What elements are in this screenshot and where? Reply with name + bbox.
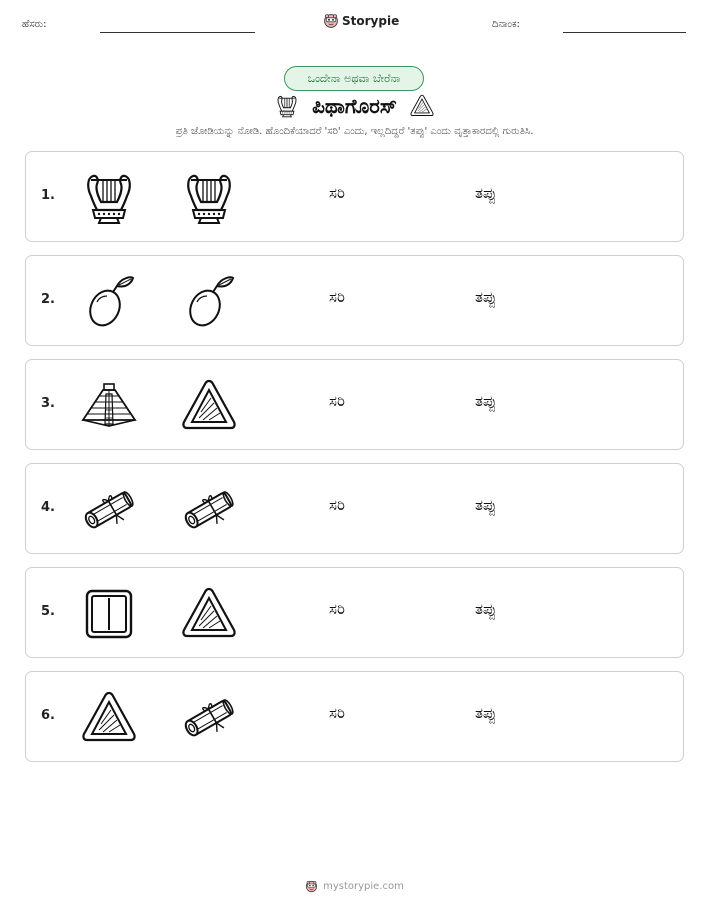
question-number: 4. bbox=[41, 500, 55, 515]
option-correct[interactable]: ಸರಿ bbox=[329, 600, 345, 618]
option-correct[interactable]: ಸರಿ bbox=[329, 496, 345, 514]
question-card bbox=[25, 567, 684, 658]
footer bbox=[0, 880, 709, 893]
option-correct[interactable]: ಸರಿ bbox=[329, 704, 345, 722]
option-wrong[interactable]: ತಪ್ಪು bbox=[475, 392, 497, 410]
question-card bbox=[25, 359, 684, 450]
lyre-icon bbox=[179, 168, 239, 228]
triangle-icon bbox=[409, 93, 435, 119]
option-wrong[interactable]: ತಪ್ಪು bbox=[475, 600, 497, 618]
question-card bbox=[25, 255, 684, 346]
storypie-mascot-icon bbox=[305, 880, 318, 893]
date-field-line[interactable] bbox=[563, 32, 686, 33]
option-wrong[interactable]: ತಪ್ಪು bbox=[475, 288, 497, 306]
date-label: ದಿನಾಂಕ: bbox=[492, 19, 520, 30]
question-number: 3. bbox=[41, 396, 55, 411]
activity-type-badge bbox=[284, 66, 424, 91]
triangle-icon bbox=[179, 376, 239, 436]
question-card bbox=[25, 151, 684, 242]
question-number: 5. bbox=[41, 604, 55, 619]
footer-url: mystorypie.com bbox=[323, 881, 404, 892]
option-correct[interactable]: ಸರಿ bbox=[329, 392, 345, 410]
instructions: ಪ್ರತಿ ಜೋಡಿಯನ್ನು ನೋಡಿ. ಹೊಂದಿಕೆಯಾದರೆ 'ಸರಿ' ಎಂದು, ಇಲ್ಲದಿದ್ದರೆ 'ತಪ್ಪು' ಎಂದು ವೃತ್ತಾಕಾರದಲ್ಲಿ ಗುರುತಿಸಿ. bbox=[175, 126, 534, 137]
olive-icon bbox=[79, 272, 139, 332]
page-title: ಪಿಥಾಗೊರಸ್ bbox=[312, 94, 397, 118]
question-number: 1. bbox=[41, 188, 55, 203]
olive-icon bbox=[179, 272, 239, 332]
option-correct[interactable]: ಸರಿ bbox=[329, 288, 345, 306]
name-label: ಹೆಸರು: bbox=[22, 19, 47, 30]
square-icon bbox=[79, 584, 139, 644]
scroll-icon bbox=[79, 480, 139, 540]
triangle-icon bbox=[79, 688, 139, 748]
question-number: 2. bbox=[41, 292, 55, 307]
option-wrong[interactable]: ತಪ್ಪು bbox=[475, 704, 497, 722]
question-number: 6. bbox=[41, 708, 55, 723]
title-row bbox=[0, 91, 709, 121]
name-field-line[interactable] bbox=[100, 32, 255, 33]
option-correct[interactable]: ಸರಿ bbox=[329, 184, 345, 202]
storypie-mascot-icon bbox=[323, 13, 339, 29]
question-card bbox=[25, 463, 684, 554]
triangle-icon bbox=[179, 584, 239, 644]
activity-type-label: ಒಂದೇನಾ ಅಥವಾ ಬೇರೆನಾ bbox=[307, 71, 401, 85]
question-card bbox=[25, 671, 684, 762]
lyre-icon bbox=[79, 168, 139, 228]
pyramid-icon bbox=[79, 376, 139, 436]
lyre-icon bbox=[274, 93, 300, 119]
brand-name: Storypie bbox=[342, 14, 400, 28]
brand-logo bbox=[323, 13, 399, 29]
option-wrong[interactable]: ತಪ್ಪು bbox=[475, 496, 497, 514]
scroll-icon bbox=[179, 480, 239, 540]
scroll-icon bbox=[179, 688, 239, 748]
option-wrong[interactable]: ತಪ್ಪು bbox=[475, 184, 497, 202]
